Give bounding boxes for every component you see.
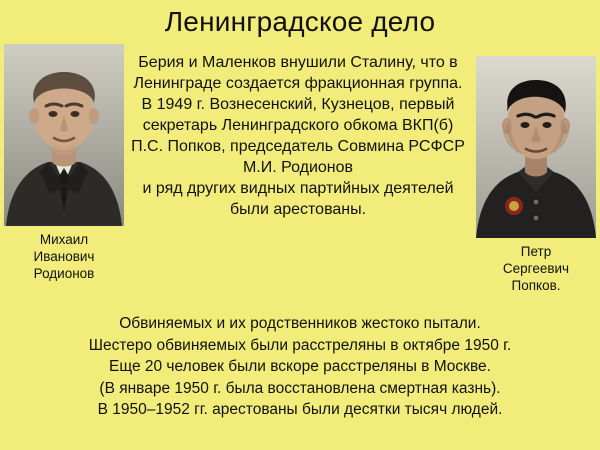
- left-person-caption: [4, 231, 124, 282]
- left-person-block: [4, 44, 124, 282]
- bottom-text: [0, 313, 600, 421]
- left-person-caption-line: Родионов: [33, 266, 95, 281]
- left-person-caption-line: Иванович: [33, 249, 95, 264]
- bottom-text-line: В 1950–1952 гг. арестованы были десятки тысяч людей.: [97, 401, 503, 418]
- right-person-caption-line: Сергеевич: [502, 261, 570, 276]
- body-paragraph: Берия и Маленков внушили Сталину, что в Ленинграде создается фракционная группа.: [133, 54, 463, 92]
- body-paragraph: и ряд других видных партийных деятелей были арестованы.: [142, 180, 454, 218]
- body-paragraph: В 1949 г. Вознесенский, Кузнецов, первый секретарь Ленинградского обкома ВКП(б) П.С. Попков, председатель Совмина РСФСР М.И. Родионов: [131, 96, 465, 176]
- body-text: [126, 52, 470, 220]
- right-person-caption: [476, 243, 596, 294]
- right-person-block: [476, 56, 596, 294]
- page-title: Ленинградское дело: [164, 6, 436, 37]
- bottom-text-line: Обвиняемых и их родственников жестоко пытали.: [119, 315, 481, 332]
- portrait-photo-right: [476, 56, 596, 238]
- right-person-caption-line: Петр: [520, 244, 552, 259]
- portrait-photo-left: [4, 44, 124, 226]
- bottom-text-line: (В январе 1950 г. была восстановлена смертная казнь).: [99, 379, 501, 397]
- bottom-text-line: Шестеро обвиняемых были расстреляны в октябре 1950 г.: [88, 336, 512, 354]
- bottom-text-line: Еще 20 человек были вскоре расстреляны в Москве.: [109, 358, 491, 375]
- left-person-caption-line: Михаил: [39, 232, 89, 247]
- right-person-caption-line: Попков.: [511, 278, 561, 293]
